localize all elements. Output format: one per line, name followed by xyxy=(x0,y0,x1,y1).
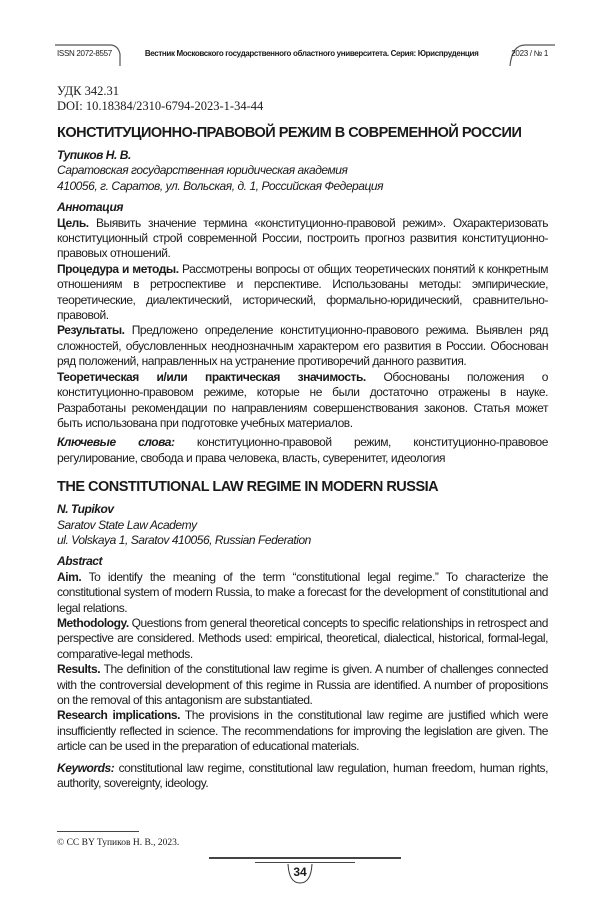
ru-aim: Цель. Выявить значение термина «конституционно-правовой режим». Охарактеризовать конституционный строй современной России, построить прогноз развития конституционно-правовых отношений. xyxy=(57,216,548,262)
ru-significance: Теоретическая и/или практическая значимость. Обоснованы положения о конституционно-правовом режиме, которые не были достаточно отражены в науке. Разработаны рекомендации по направлениям совершенствования законов. Статья может быть использована при подготовке учебных материалов. xyxy=(57,370,548,432)
ru-title: КОНСТИТУЦИОННО-ПРАВОВОЙ РЕЖИМ В СОВРЕМЕННОЙ РОССИИ xyxy=(57,124,548,142)
en-aim: Aim. To identify the meaning of the term “constitutional legal regime.” To characterize the constitutional system of modern Russia, to make a forecast for the development of constitutional and legal relations. xyxy=(57,570,548,616)
ru-keywords: Ключевые слова: конституционно-правовой режим, конституционно-правовое регулирование, свобода и права человека, власть, суверенитет, идеология xyxy=(57,435,548,466)
page-number: 34 xyxy=(292,865,308,879)
footnote-rule xyxy=(57,831,139,832)
en-abstract-heading: Abstract xyxy=(57,554,548,569)
en-author: N. Tupikov xyxy=(57,502,548,517)
en-implications: Research implications. The provisions in the constitutional law regime are justified which were insufficiently reflected in science. The recommendations for improving the legislation are given. The article can be used in the preparation of educational materials. xyxy=(57,708,548,754)
ru-abstract-heading: Аннотация xyxy=(57,200,548,215)
en-affiliation: Saratov State Law Academy xyxy=(57,518,548,533)
udk: УДК 342.31 xyxy=(57,84,548,99)
article-page xyxy=(0,0,600,915)
en-address: ul. Volskaya 1, Saratov 410056, Russian Federation xyxy=(57,533,548,548)
ru-author: Тупиков Н. В. xyxy=(57,148,548,163)
issue: 2023 / № 1 xyxy=(511,49,548,58)
doi: DOI: 10.18384/2310-6794-2023-1-34-44 xyxy=(57,99,548,114)
journal-title: Вестник Московского государственного областного университета. Серия: Юриспруденция xyxy=(122,49,501,58)
en-title: THE CONSTITUTIONAL LAW REGIME IN MODERN RUSSIA xyxy=(57,478,548,496)
footer-rule xyxy=(209,857,401,859)
page-number-box xyxy=(285,863,315,885)
ru-affiliation: Саратовская государственная юридическая академия xyxy=(57,163,548,178)
page-footer xyxy=(57,831,548,915)
en-abstract xyxy=(57,554,548,791)
article-content xyxy=(0,0,600,915)
issn: ISSN 2072-8557 xyxy=(57,49,112,58)
en-results: Results. The definition of the constitutional law regime is given. A number of challenges connected with the controversial development of this regime in Russia are identified. A number of propositions on the removal of this antagonism are substantiated. xyxy=(57,662,548,708)
ru-address: 410056, г. Саратов, ул. Вольская, д. 1, Российская Федерация xyxy=(57,179,548,194)
en-methodology: Methodology. Questions from general theoretical concepts to specific relationships in retrospect and perspective are considered. Methods used: empirical, theoretical, dialectical, historical, formal-legal, comparative-legal methods. xyxy=(57,616,548,662)
en-keywords: Keywords: constitutional law regime, constitutional law regulation, human freedom, human rights, authority, sovereignty, ideology. xyxy=(57,761,548,792)
ru-methods: Процедура и методы. Рассмотрены вопросы от общих теоретических понятий к конкретным отношениям в ретроспективе и перспективе. Использованы методы: эмпирические, теоретические, диалектический, исторический, формально-юридический, сравнительно-правовой. xyxy=(57,262,548,324)
ru-abstract xyxy=(57,200,548,466)
copyright: © CC BY Тупиков Н. В., 2023. xyxy=(57,837,548,849)
ru-results: Результаты. Предложено определение конституционно-правового режима. Выявлен ряд сложностей, обусловленных неоднозначным характером его развития в России. Обоснован ряд положений, направленных на устранение противоречий данного развития. xyxy=(57,323,548,369)
